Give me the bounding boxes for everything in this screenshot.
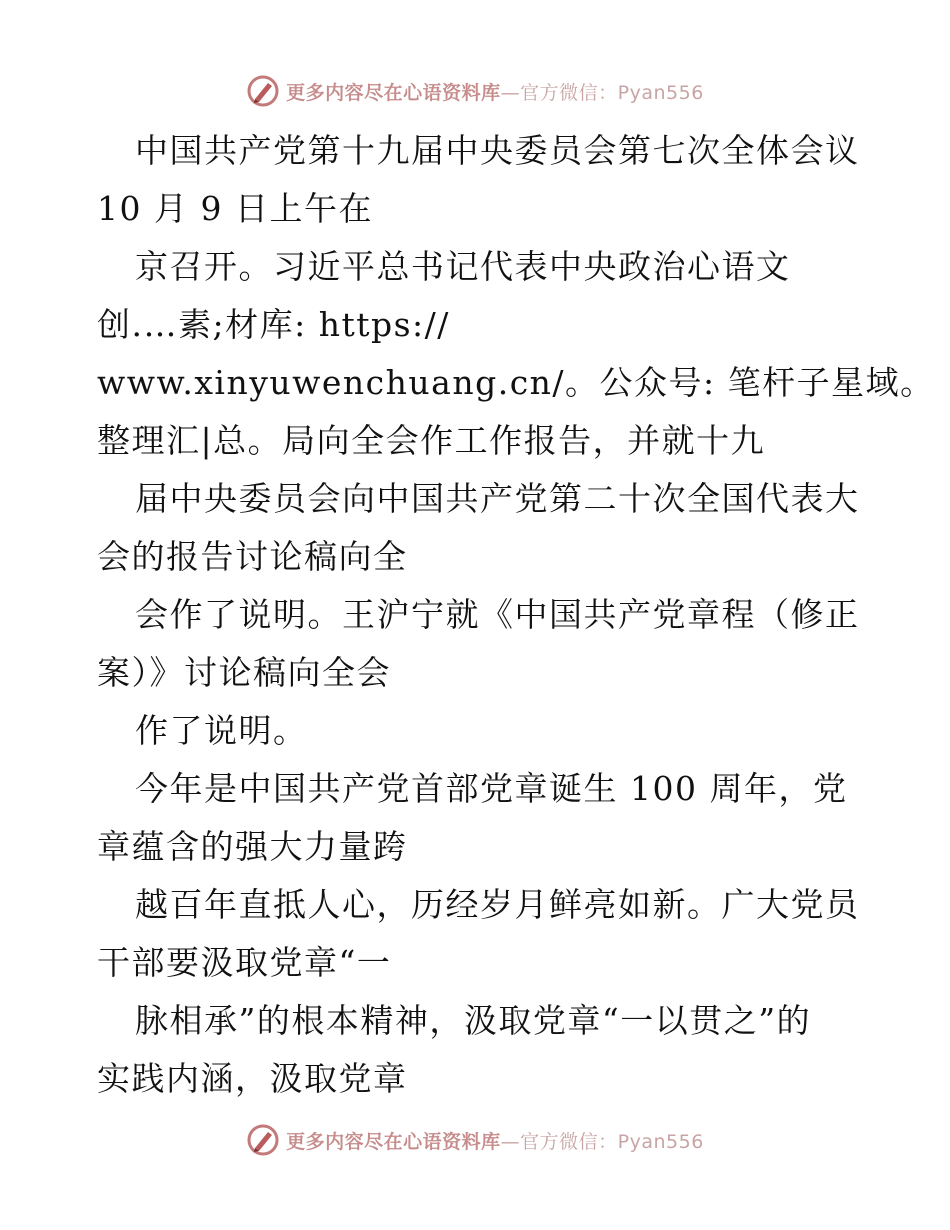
text-line: 越百年直抵人心，历经岁月鲜亮如新。广大党员: [135, 885, 860, 924]
watermark-official: 官方微信：Pyan556: [520, 1130, 704, 1153]
watermark-official: 官方微信：Pyan556: [520, 81, 704, 104]
text-line: 10 月 9 日上午在: [97, 189, 373, 228]
text-line: 届中央委员会向中国共产党第二十次全国代表大: [135, 479, 860, 518]
text-line: 整理汇|总。局向全会作工作报告，并就十九: [97, 421, 766, 460]
watermark-text: [286, 1127, 704, 1154]
text-line: 中国共产党第十九届中央委员会第七次全体会议: [135, 131, 860, 170]
text-line: 会的报告讨论稿向全: [97, 537, 408, 576]
text-line: 干部要汲取党章“一: [97, 943, 392, 982]
text-line: 章蕴含的强大力量跨: [97, 827, 408, 866]
watermark-brand: 更多内容尽在心语资料库: [286, 81, 501, 104]
text-line: 今年是中国共产党首部党章诞生 100 周年，党: [135, 769, 848, 808]
watermark-brand: 更多内容尽在心语资料库: [286, 1130, 501, 1153]
text-line: 创.…素;材库: https://: [97, 305, 450, 344]
text-line: 脉相承”的根本精神，汲取党章“一以贯之”的: [135, 1001, 812, 1040]
watermark-text: [286, 78, 704, 105]
text-line: 实践内涵，汲取党章: [97, 1059, 408, 1098]
text-line: www.xinyuwenchuang.cn/。公众号: 笔杆子星域。: [97, 363, 935, 402]
body-text: [97, 122, 935, 1108]
text-line: 会作了说明。王沪宁就《中国共产党章程（修正: [135, 595, 860, 634]
pen-logo-icon: [246, 1123, 280, 1157]
footer-watermark: [0, 1120, 950, 1160]
text-line: 作了说明。: [135, 711, 308, 750]
text-line: 京召开。习近平总书记代表中央政治心语文: [135, 247, 791, 286]
header-watermark: [0, 71, 950, 111]
text-line: 案）》讨论稿向全会: [97, 653, 391, 692]
pen-logo-icon: [246, 74, 280, 108]
watermark-separator: —: [500, 81, 521, 104]
watermark-separator: —: [500, 1130, 521, 1153]
